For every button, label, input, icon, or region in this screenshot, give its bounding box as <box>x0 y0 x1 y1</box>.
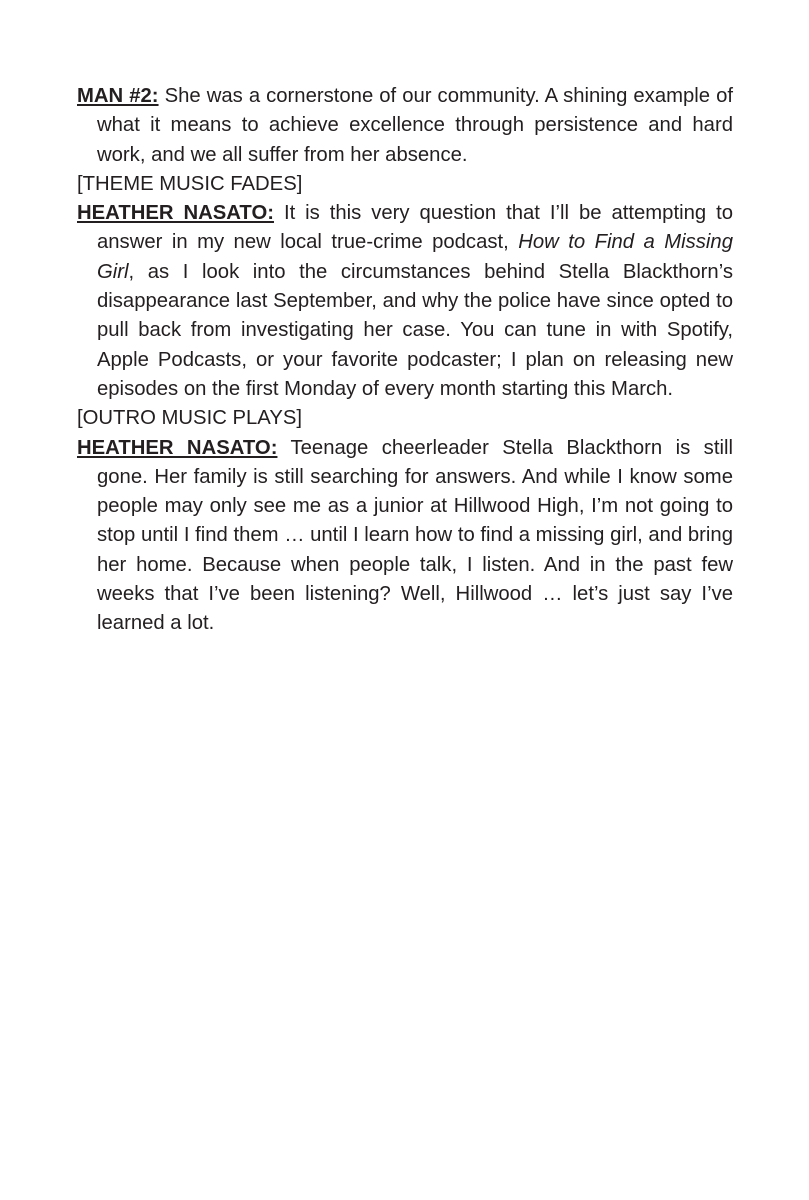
dialogue-man-2 <box>77 82 733 170</box>
dialogue-text-after-title: , as I look into the circumstances behind Stella Blackthorn’s disappearance last September, and why the police have since opted to pull back from investigating her case. You can tune in with Spotify, Apple Podcasts, or your favorite podcaster; I plan on releasing new episodes on the first Monday of every month starting this March. <box>97 260 733 400</box>
dialogue-text: She was a cornerstone of our community. A shining example of what it means to achieve excellence through persistence and hard work, and we all suffer from her absence. <box>97 85 734 166</box>
dialogue-text-before-title: It is this very question that I’ll be attempting to answer in my new local true-crime podcast, <box>97 202 734 254</box>
dialogue-text: Teenage cheerleader Stella Blackthorn is still gone. Her family is still searching for answers. And while I know some people may only see me as a junior at Hillwood High, I’m not going to stop until I find them … until I learn how to find a missing girl, and bring her home. Because when people talk, I listen. And in the past few weeks that I’ve been listening? Well, Hillwood … let’s just say I’ve learned a lot. <box>97 436 733 635</box>
dialogue-heather-nasato-1 <box>77 199 733 404</box>
transcript-page <box>77 82 733 639</box>
speaker-label: MAN #2: <box>77 85 159 107</box>
dialogue-heather-nasato-2 <box>77 434 733 639</box>
podcast-title: How to Find a Missing Girl <box>97 231 733 283</box>
stage-cue-outro-music: [OUTRO MUSIC PLAYS] <box>77 407 303 430</box>
stage-cue-theme-music: [THEME MUSIC FADES] <box>77 172 303 195</box>
speaker-label: HEATHER NASATO: <box>77 436 278 459</box>
speaker-label: HEATHER NASATO: <box>77 202 274 225</box>
